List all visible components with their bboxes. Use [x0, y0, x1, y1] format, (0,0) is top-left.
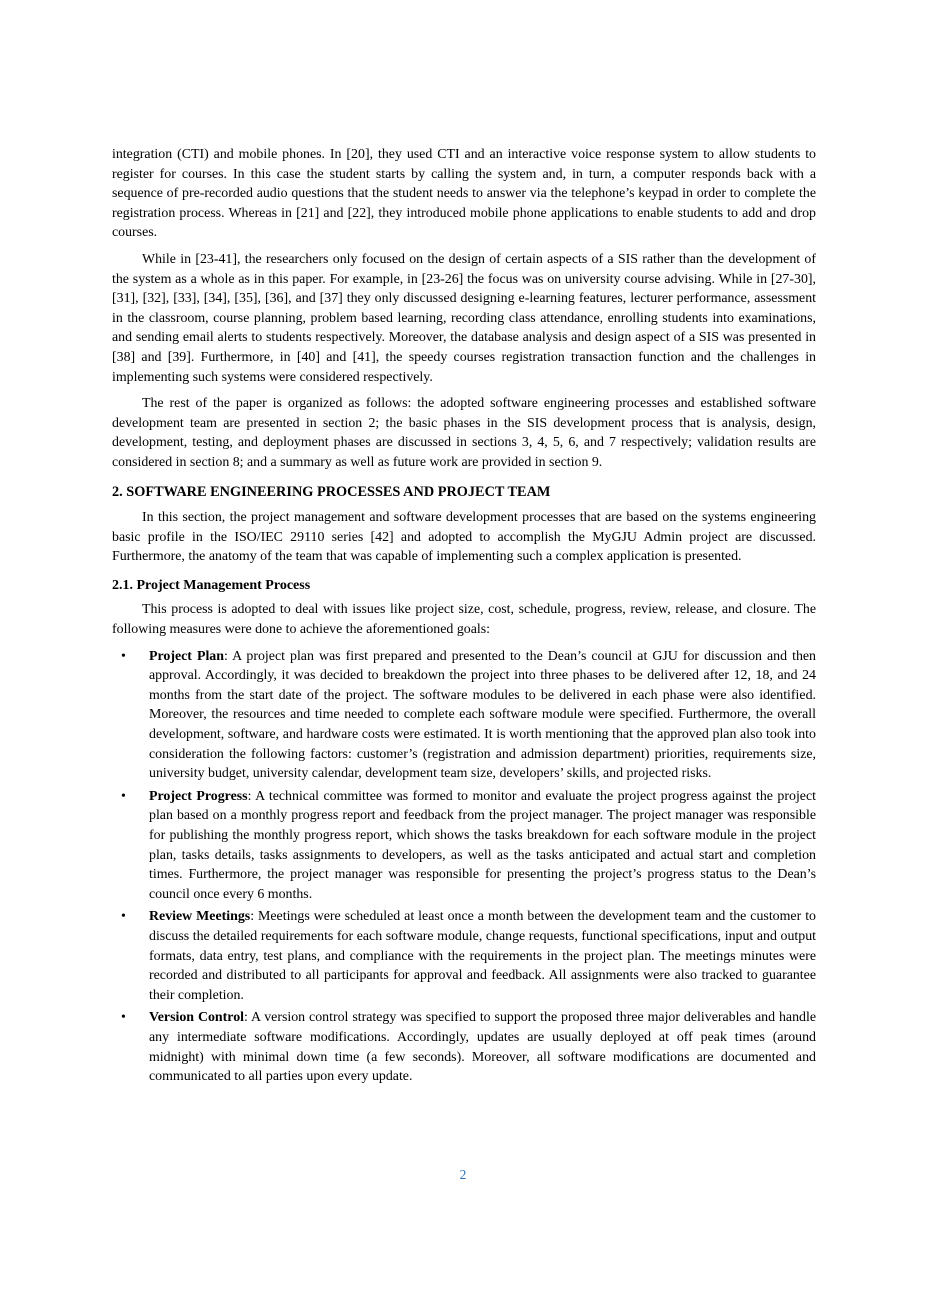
- paragraph-section-2-intro: In this section, the project management and software development processes that are based on the systems engineering basic profile in the ISO/IEC 29110 series [42] and adopted to accomplish the MyGJU Admin project are discussed. Furthermore, the anatomy of the team that was capable of implementing such a complex application is presented.: [112, 510, 816, 565]
- bullet-version-control-label: Version Control: [149, 1010, 244, 1026]
- bullet-icon: •: [121, 909, 126, 925]
- bullet-project-plan-label: Project Plan: [149, 648, 224, 664]
- section-2-1-heading: 2.1. Project Management Process: [112, 577, 311, 593]
- bullet-project-plan: [112, 647, 816, 784]
- bullet-project-progress-label: Project Progress: [149, 788, 248, 804]
- bullet-review-meetings-label: Review Meetings: [149, 909, 251, 925]
- bullet-icon: •: [121, 788, 126, 804]
- page-number: 2: [459, 1167, 467, 1182]
- bullet-review-meetings: [112, 907, 816, 1005]
- paragraph-cti-mobile: integration (CTI) and mobile phones. In [20], they used CTI and an interactive voice response system to allow students to register for courses. In this case the student starts by calling the system and, in turn, a computer responds back with a sequence of pre-recorded audio questions that the student needs to answer via the telephone’s keypad in order to complete the registration process. Whereas in [21] and [22], they introduced mobile phone applications to enable students to add and drop courses.: [112, 147, 816, 241]
- bullet-project-progress-text: : A technical committee was formed to monitor and evaluate the project progress against the project plan based on a monthly progress report and feedback from the project manager. The project manager was responsible for publishing the monthly progress report, which shows the tasks breakdown for each software module in the project plan, tasks details, tasks assignments to developers, as well as the tasks anticipated and actual start and completion times. Furthermore, the project manager was responsible for presenting the project’s progress status to the Dean’s council once every 6 months.: [149, 788, 816, 902]
- bullet-icon: •: [121, 648, 126, 664]
- project-management-measures-list: [112, 647, 816, 1087]
- bullet-project-progress: [112, 787, 816, 905]
- paragraph-related-work: While in [23-41], the researchers only focused on the design of certain aspects of a SIS rather than the development of the system as a whole as in this paper. For example, in [23-26] the focus was on university course advising. While in [27-30], [31], [32], [33], [34], [35], [36], and [37] they only discussed designing e-learning features, lecturer performance, assessment in the classroom, course planning, problem based learning, recording class attendance, enrolling students into examinations, and sending email alerts to students respectively. Moreover, the database analysis and design aspect of a SIS was presented in [38] and [39]. Furthermore, in [40] and [41], the speedy courses registration transaction function and the challenges in implementing such systems were considered respectively.: [112, 251, 816, 385]
- bullet-review-meetings-text: : Meetings were scheduled at least once a month between the development team and the customer to discuss the detailed requirements for each software module, change requests, functional specifications, input and output formats, data entry, test plans, and compliance with the requirements in the project plan. The meetings minutes were recorded and distributed to all participants for approval and feedback. All assignments were also tracked to guarantee their completion.: [149, 909, 816, 1003]
- bullet-project-plan-text: : A project plan was first prepared and presented to the Dean’s council at GJU for discussion and then approval. Accordingly, it was decided to breakdown the project into three phases to be delivered after 12, 18, and 24 months from the start date of the project. The software modules to be delivered in each phase were also identified. Moreover, the resources and time needed to complete each software module were specified. Furthermore, the overall development, software, and hardware costs were estimated. It is worth mentioning that the approved plan also took into consideration the following factors: customer’s (registration and admission department) priorities, requirements size, university budget, university calendar, development team size, developers’ skills, and projected risks.: [149, 648, 816, 782]
- bullet-version-control-text: : A version control strategy was specified to support the proposed three major deliverables and handle any intermediate software modifications. Accordingly, updates are usually deployed at off peak times (around midnight) with minimal down time (a few seconds). Moreover, all software modifications are documented and communicated to all parties upon every update.: [149, 1010, 816, 1085]
- paragraph-paper-organization: The rest of the paper is organized as follows: the adopted software engineering processes and established software development team are presented in section 2; the basic phases in the SIS development process that is analysis, design, development, testing, and deployment phases are discussed in sections 3, 4, 5, 6, and 7 respectively; validation results are considered in section 8; and a summary as well as future work are provided in section 9.: [112, 396, 816, 470]
- paragraph-section-2-1-intro: This process is adopted to deal with issues like project size, cost, schedule, progress, review, release, and closure. The following measures were done to achieve the aforementioned goals:: [112, 602, 816, 638]
- bullet-version-control: [112, 1008, 816, 1086]
- section-2-heading: 2. SOFTWARE ENGINEERING PROCESSES AND PROJECT TEAM: [112, 483, 551, 500]
- bullet-icon: •: [121, 1010, 126, 1026]
